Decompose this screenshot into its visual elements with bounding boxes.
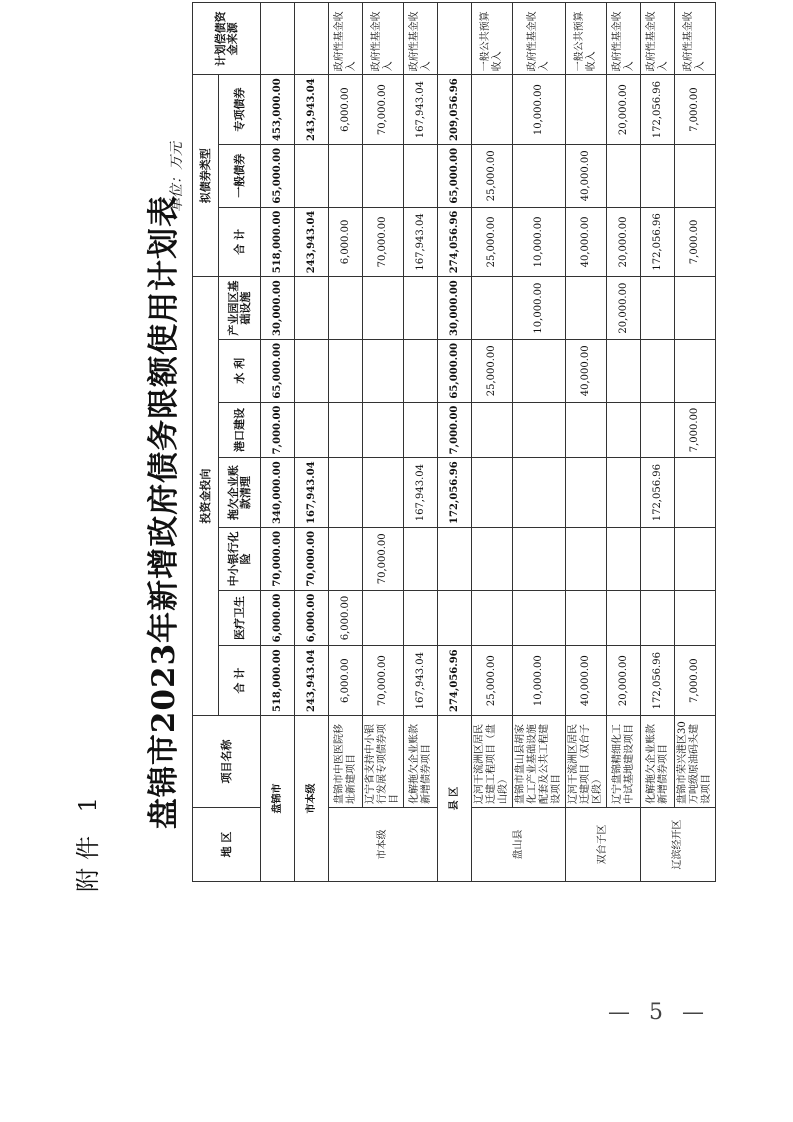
value-cell-special xyxy=(566,75,607,145)
value-cell-sme xyxy=(675,527,716,590)
value-cell-water xyxy=(329,339,363,402)
col-port-header: 港口建设 xyxy=(219,402,261,458)
value-cell-medical: 6,000.00 xyxy=(261,590,295,646)
page-title: 盘锦市2023年新增政府债务限额使用计划表 xyxy=(146,194,182,830)
value-cell-arrears: 167,943.04 xyxy=(295,458,329,528)
value-cell-medical xyxy=(472,590,513,646)
header-row-1 xyxy=(193,3,219,882)
value-cell-water xyxy=(404,339,438,402)
table-row xyxy=(472,3,513,882)
value-cell-special: 243,943.04 xyxy=(295,75,329,145)
value-cell-industrial xyxy=(329,277,363,340)
value-cell-port: 7,000.00 xyxy=(261,402,295,458)
repayment-source-cell: 政府性基金收入 xyxy=(675,3,716,75)
table-row xyxy=(513,3,566,882)
value-cell-industrial xyxy=(363,277,404,340)
col-invest-group-header: 投资金投向 xyxy=(193,277,219,716)
value-cell-medical xyxy=(566,590,607,646)
col-invest-total-header: 合 计 xyxy=(219,646,261,716)
repayment-source-cell: 一般公共预算收入 xyxy=(566,3,607,75)
value-cell-general xyxy=(329,144,363,207)
value-cell-general xyxy=(513,144,566,207)
value-cell-port xyxy=(607,402,641,458)
value-cell-arrears: 167,943.04 xyxy=(404,458,438,528)
value-cell-special: 10,000.00 xyxy=(513,75,566,145)
col-arrears-header: 拖欠企业账款清理 xyxy=(219,458,261,528)
value-cell-medical xyxy=(363,590,404,646)
value-cell-sme xyxy=(513,527,566,590)
value-cell-medical xyxy=(675,590,716,646)
value-cell-port xyxy=(295,402,329,458)
project-name-cell: 辽河干流洲区居民迁建工程项目（盘山段） xyxy=(472,716,513,808)
value-cell-port xyxy=(566,402,607,458)
repayment-source-cell xyxy=(295,3,329,75)
col-water-header: 水 利 xyxy=(219,339,261,402)
value-cell-medical xyxy=(513,590,566,646)
project-name-cell: 辽宁省支持中小银行发展专项债券项目 xyxy=(363,716,404,808)
repayment-source-cell: 政府性基金收入 xyxy=(513,3,566,75)
col-general-header: 一般债券 xyxy=(219,144,261,207)
value-cell-medical xyxy=(404,590,438,646)
col-medical-header: 医疗卫生 xyxy=(219,590,261,646)
value-cell-sme xyxy=(566,527,607,590)
debt-plan-table xyxy=(192,2,716,882)
value-cell-special: 167,943.04 xyxy=(404,75,438,145)
value-cell-water xyxy=(363,339,404,402)
value-cell-port xyxy=(363,402,404,458)
value-cell-special xyxy=(472,75,513,145)
annex-label: 附件 1 xyxy=(74,789,102,892)
value-cell-water xyxy=(513,339,566,402)
value-cell-bond-total: 172,056.96 xyxy=(641,207,675,277)
value-cell-bond-total: 20,000.00 xyxy=(607,207,641,277)
value-cell-bond-total: 10,000.00 xyxy=(513,207,566,277)
col-sme-header: 中小银行化险 xyxy=(219,527,261,590)
value-cell-general xyxy=(675,144,716,207)
col-bond-group-header: 拟债券类型 xyxy=(193,75,219,277)
value-cell-invest-total: 518,000.00 xyxy=(261,646,295,716)
value-cell-bond-total: 518,000.00 xyxy=(261,207,295,277)
value-cell-port: 7,000.00 xyxy=(675,402,716,458)
value-cell-general xyxy=(607,144,641,207)
value-cell-arrears xyxy=(566,458,607,528)
value-cell-sme xyxy=(438,527,472,590)
value-cell-industrial xyxy=(641,277,675,340)
value-cell-port xyxy=(404,402,438,458)
table-body xyxy=(193,3,716,882)
value-cell-water xyxy=(295,339,329,402)
project-name-cell: 盘锦市盘山县胡家化工产业基础设施配套及公共工程建设项目 xyxy=(513,716,566,808)
table-row xyxy=(404,3,438,882)
project-name-cell: 辽河干流洲区居民迁建项目（双台子区段） xyxy=(566,716,607,808)
project-name-cell: 辽宁盘锦精细化工中试基地建设项目 xyxy=(607,716,641,808)
value-cell-medical: 6,000.00 xyxy=(329,590,363,646)
col-project-header: 项目名称 xyxy=(193,716,261,808)
value-cell-invest-total: 172,056.96 xyxy=(641,646,675,716)
col-region-header: 地 区 xyxy=(193,808,261,882)
value-cell-special: 209,056.96 xyxy=(438,75,472,145)
value-cell-water: 65,000.00 xyxy=(438,339,472,402)
value-cell-invest-total: 167,943.04 xyxy=(404,646,438,716)
value-cell-industrial: 30,000.00 xyxy=(261,277,295,340)
value-cell-general: 65,000.00 xyxy=(261,144,295,207)
col-special-header: 专项债券 xyxy=(219,75,261,145)
value-cell-sme: 70,000.00 xyxy=(261,527,295,590)
value-cell-arrears xyxy=(363,458,404,528)
value-cell-sme xyxy=(472,527,513,590)
value-cell-arrears xyxy=(607,458,641,528)
value-cell-industrial: 30,000.00 xyxy=(438,277,472,340)
region-cell: 市本级 xyxy=(329,808,438,882)
value-cell-arrears xyxy=(513,458,566,528)
project-name-cell: 盘锦市荣兴港区30万吨级原油码头建设项目 xyxy=(675,716,716,808)
value-cell-invest-total: 274,056.96 xyxy=(438,646,472,716)
value-cell-invest-total: 243,943.04 xyxy=(295,646,329,716)
repayment-source-cell xyxy=(261,3,295,75)
value-cell-industrial xyxy=(404,277,438,340)
value-cell-arrears: 172,056.96 xyxy=(641,458,675,528)
value-cell-arrears: 172,056.96 xyxy=(438,458,472,528)
value-cell-industrial xyxy=(295,277,329,340)
value-cell-general xyxy=(404,144,438,207)
table-row xyxy=(329,3,363,882)
value-cell-general: 65,000.00 xyxy=(438,144,472,207)
value-cell-industrial xyxy=(566,277,607,340)
value-cell-invest-total: 40,000.00 xyxy=(566,646,607,716)
value-cell-bond-total: 70,000.00 xyxy=(363,207,404,277)
value-cell-special: 172,056.96 xyxy=(641,75,675,145)
repayment-source-cell: 政府性基金收入 xyxy=(641,3,675,75)
project-name-cell: 盘锦市中医医院移址新建项目 xyxy=(329,716,363,808)
value-cell-special: 20,000.00 xyxy=(607,75,641,145)
table-row xyxy=(438,3,472,882)
value-cell-sme xyxy=(404,527,438,590)
page-number: — 5 — xyxy=(608,1000,710,1025)
value-cell-water: 65,000.00 xyxy=(261,339,295,402)
region-cell: 双台子区 xyxy=(566,808,641,882)
project-name-cell: 化解拖欠企业账款新增债券项目 xyxy=(641,716,675,808)
col-bond-total-header: 合 计 xyxy=(219,207,261,277)
repayment-source-cell: 一般公共预算收入 xyxy=(472,3,513,75)
table-row xyxy=(566,3,607,882)
value-cell-medical xyxy=(641,590,675,646)
table-row xyxy=(641,3,675,882)
table-row xyxy=(675,3,716,882)
value-cell-bond-total: 243,943.04 xyxy=(295,207,329,277)
value-cell-invest-total: 20,000.00 xyxy=(607,646,641,716)
summary-label: 市本级 xyxy=(295,716,329,882)
value-cell-general xyxy=(641,144,675,207)
unit-label: 单位：万元 xyxy=(169,142,185,212)
repayment-source-cell xyxy=(438,3,472,75)
value-cell-industrial xyxy=(675,277,716,340)
summary-label: 盘锦市 xyxy=(261,716,295,882)
value-cell-arrears: 340,000.00 xyxy=(261,458,295,528)
value-cell-bond-total: 40,000.00 xyxy=(566,207,607,277)
value-cell-medical: 6,000.00 xyxy=(295,590,329,646)
value-cell-special: 7,000.00 xyxy=(675,75,716,145)
value-cell-general: 25,000.00 xyxy=(472,144,513,207)
region-cell: 盘山县 xyxy=(472,808,566,882)
value-cell-general xyxy=(363,144,404,207)
value-cell-sme xyxy=(607,527,641,590)
value-cell-sme xyxy=(329,527,363,590)
value-cell-bond-total: 167,943.04 xyxy=(404,207,438,277)
repayment-source-cell: 政府性基金收入 xyxy=(363,3,404,75)
value-cell-bond-total: 6,000.00 xyxy=(329,207,363,277)
table-row xyxy=(261,3,295,882)
value-cell-industrial: 20,000.00 xyxy=(607,277,641,340)
value-cell-invest-total: 25,000.00 xyxy=(472,646,513,716)
value-cell-sme: 70,000.00 xyxy=(363,527,404,590)
value-cell-water xyxy=(675,339,716,402)
value-cell-arrears xyxy=(472,458,513,528)
value-cell-invest-total: 70,000.00 xyxy=(363,646,404,716)
table-row xyxy=(295,3,329,882)
value-cell-special: 6,000.00 xyxy=(329,75,363,145)
repayment-source-cell: 政府性基金收入 xyxy=(329,3,363,75)
value-cell-medical xyxy=(438,590,472,646)
value-cell-medical xyxy=(607,590,641,646)
region-cell: 辽滨经开区 xyxy=(641,808,716,882)
value-cell-bond-total: 7,000.00 xyxy=(675,207,716,277)
value-cell-port xyxy=(329,402,363,458)
value-cell-port xyxy=(472,402,513,458)
summary-label: 县 区 xyxy=(438,716,472,882)
value-cell-port: 7,000.00 xyxy=(438,402,472,458)
value-cell-water: 25,000.00 xyxy=(472,339,513,402)
value-cell-sme xyxy=(641,527,675,590)
value-cell-bond-total: 274,056.96 xyxy=(438,207,472,277)
value-cell-water: 40,000.00 xyxy=(566,339,607,402)
table-row xyxy=(363,3,404,882)
repayment-source-cell: 政府性基金收入 xyxy=(607,3,641,75)
repayment-source-cell: 政府性基金收入 xyxy=(404,3,438,75)
value-cell-invest-total: 7,000.00 xyxy=(675,646,716,716)
value-cell-general xyxy=(295,144,329,207)
value-cell-sme: 70,000.00 xyxy=(295,527,329,590)
col-source-header: 计划偿债资金来源 xyxy=(193,3,261,75)
col-industrial-header: 产业园区基础设施 xyxy=(219,277,261,340)
value-cell-general: 40,000.00 xyxy=(566,144,607,207)
value-cell-port xyxy=(513,402,566,458)
value-cell-port xyxy=(641,402,675,458)
value-cell-water xyxy=(607,339,641,402)
value-cell-bond-total: 25,000.00 xyxy=(472,207,513,277)
value-cell-invest-total: 6,000.00 xyxy=(329,646,363,716)
value-cell-arrears xyxy=(675,458,716,528)
value-cell-invest-total: 10,000.00 xyxy=(513,646,566,716)
value-cell-arrears xyxy=(329,458,363,528)
project-name-cell: 化解拖欠企业账款新增债券项目 xyxy=(404,716,438,808)
table-row xyxy=(607,3,641,882)
value-cell-industrial: 10,000.00 xyxy=(513,277,566,340)
value-cell-special: 70,000.00 xyxy=(363,75,404,145)
value-cell-special: 453,000.00 xyxy=(261,75,295,145)
value-cell-water xyxy=(641,339,675,402)
value-cell-industrial xyxy=(472,277,513,340)
